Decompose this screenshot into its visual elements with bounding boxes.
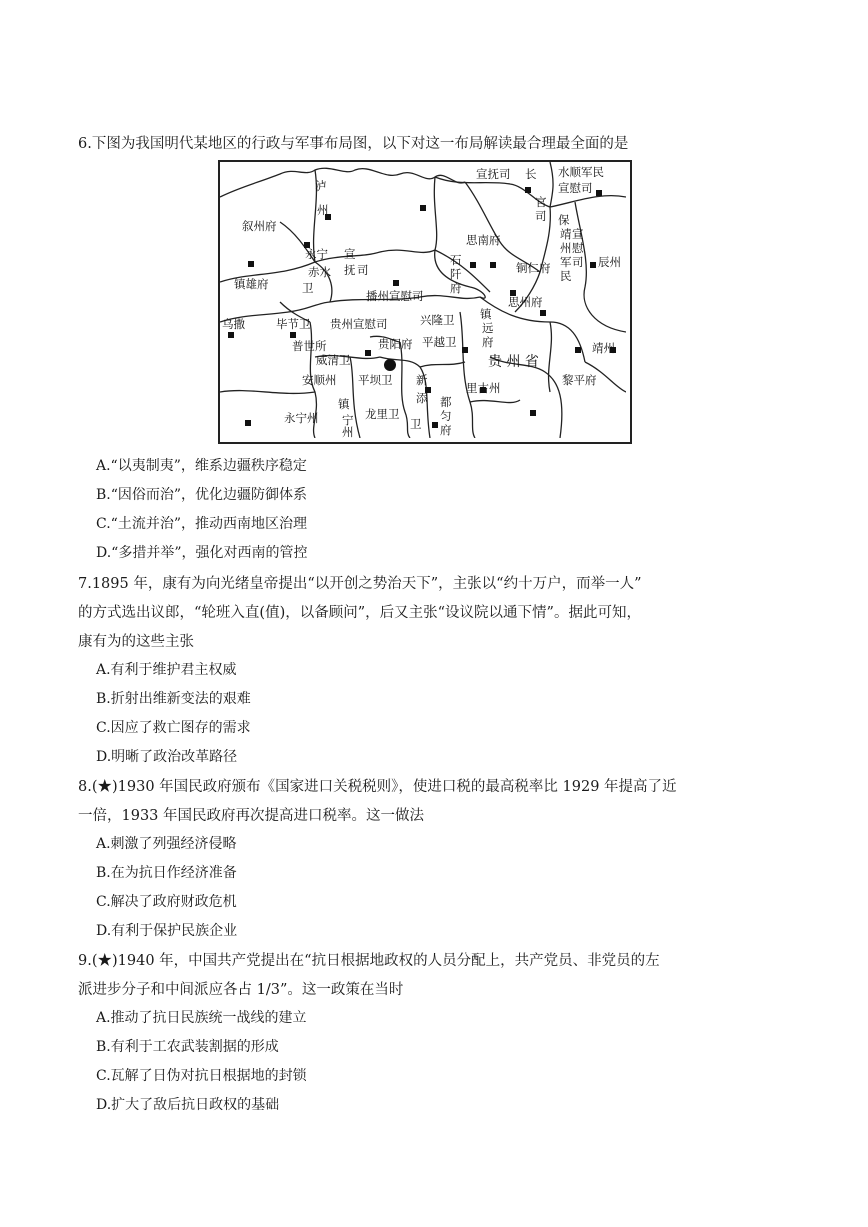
question-8-stem-line-1: 8.(★)1930 年国民政府颁布《国家进口关税税则》，使进口税的最高税率比 1929 年提高了近: [78, 779, 677, 795]
label-duyun-a: 都: [440, 395, 452, 409]
label-xuzhou: 叙州府: [242, 219, 277, 233]
label-guizhou-xw: 贵州宣慰司: [330, 317, 388, 331]
label-sinan: 思南府: [466, 233, 501, 247]
q8-option-c[interactable]: C.解决了政府财政危机: [96, 894, 237, 910]
question-9-stem-line-1: 9.(★)1940 年，中国共产党提出在“抗日根据地政权的人员分配上，共产党员、非党员的左: [78, 953, 660, 969]
label-chishui: 赤水: [308, 265, 331, 279]
label-zhenyuan-a: 镇: [480, 307, 492, 321]
label-shuishun: 水顺军民: [558, 165, 604, 179]
q7-option-c[interactable]: C.因应了救亡图存的需求: [96, 720, 251, 736]
label-baojing-a: 保: [558, 213, 570, 227]
q6-option-b[interactable]: B.“因俗而治”，优化边疆防御体系: [96, 487, 308, 503]
q7-option-d[interactable]: D.明晰了政治改革路径: [96, 749, 238, 765]
label-lu-a: 泸: [315, 179, 327, 193]
label-zhou: 州: [342, 425, 354, 438]
q6-option-c[interactable]: C.“土流并治”，推动西南地区治理: [96, 516, 307, 532]
label-anshun: 安顺州: [302, 373, 337, 387]
label-xuan: 宣: [344, 247, 356, 261]
label-sizhou: 思州府: [508, 295, 543, 309]
label-duyun-c: 府: [440, 423, 452, 437]
question-7-stem-line-2: 的方式选出议郎，“轮班入直(值)，以备顾问”，后又主张“设议院以通下情”。据此可知，: [78, 605, 641, 621]
label-guan: 官: [535, 195, 547, 209]
label-chang: 长: [525, 167, 537, 181]
label-pingba: 平坝卫: [358, 373, 393, 387]
label-bozhou: 播州宣慰司: [366, 289, 424, 303]
label-weiqing: 威清卫: [316, 353, 351, 367]
label-yongning: 永宁: [305, 247, 328, 261]
label-yongning2: 永宁州: [284, 411, 319, 425]
label-xuanfu: 宣抚司: [476, 167, 511, 181]
question-6-stem: 6.下图为我国明代某地区的行政与军事布局图，以下对这一布局解读最合理最全面的是: [78, 136, 629, 152]
label-xintian-a: 新: [416, 373, 428, 387]
label-ning: 宁: [342, 413, 354, 427]
label-guizhousheng: 贵 州 省: [488, 354, 539, 370]
ming-administrative-map: [218, 160, 632, 444]
label-si2: 司: [357, 263, 369, 277]
label-chenzhou: 辰州: [598, 255, 621, 269]
label-si3: 司: [572, 255, 584, 269]
q7-option-b[interactable]: B.折射出维新变法的艰难: [96, 691, 251, 707]
label-si: 司: [535, 209, 547, 223]
question-7-stem-line-3: 康有为的这些主张: [78, 634, 194, 650]
label-guiyang: 贵阳府: [378, 337, 413, 351]
q8-option-a[interactable]: A.刺激了列强经济侵略: [96, 836, 237, 852]
label-pushi: 普世所: [292, 339, 327, 353]
label-zhenyuan-b: 远: [482, 321, 494, 335]
label-lu-b: 州: [317, 203, 329, 217]
q9-option-a[interactable]: A.推动了抗日民族统一战线的建立: [96, 1010, 307, 1026]
q9-option-c[interactable]: C.瓦解了日伪对抗日根据地的封锁: [96, 1068, 307, 1084]
map-drawing: [220, 162, 626, 438]
label-wusa: 乌撒: [222, 317, 245, 331]
label-pingyue: 平越卫: [422, 335, 457, 349]
label-xintian-b: 添: [416, 391, 428, 405]
label-duyun-b: 匀: [440, 409, 452, 423]
label-xinglong: 兴隆卫: [420, 313, 455, 327]
q8-option-d[interactable]: D.有利于保护民族企业: [96, 923, 238, 939]
question-8-stem-line-2: 一倍，1933 年国民政府再次提高进口税率。这一做法: [78, 808, 425, 824]
q6-option-a[interactable]: A.“以夷制夷”，维系边疆秩序稳定: [96, 458, 307, 474]
label-longli: 龙里卫: [365, 407, 400, 421]
label-wei2: 慰: [572, 241, 584, 255]
label-baojing-c: 州: [560, 241, 572, 255]
label-wei: 卫: [302, 281, 314, 295]
label-fu: 抚: [344, 263, 356, 277]
q8-option-b[interactable]: B.在为抗日作经济准备: [96, 865, 237, 881]
label-zhenxiong: 镇雄府: [234, 277, 269, 291]
label-liping: 黎平府: [562, 373, 597, 387]
label-zhen: 镇: [338, 397, 350, 411]
label-baojing-d: 军: [560, 255, 572, 269]
q9-option-d[interactable]: D.扩大了敌后抗日政权的基础: [96, 1097, 280, 1113]
label-tongren: 铜仁府: [516, 261, 551, 275]
q7-option-a[interactable]: A.有利于维护君主权威: [96, 662, 237, 678]
label-lipo: 里古州: [466, 381, 501, 395]
label-bijie: 毕节卫: [276, 317, 311, 331]
label-zhenyuan-c: 府: [482, 335, 494, 349]
question-9-stem-line-2: 派进步分子和中间派应各占 1/3”。这一政策在当时: [78, 982, 404, 998]
label-baojing-b: 靖: [560, 227, 572, 241]
label-wei3: 卫: [410, 417, 422, 431]
label-shiqian-c: 府: [450, 281, 462, 295]
q9-option-b[interactable]: B.有利于工农武装割据的形成: [96, 1039, 279, 1055]
label-shiqian-b: 阡: [450, 267, 462, 281]
q6-option-d[interactable]: D.“多措并举”，强化对西南的管控: [96, 545, 308, 561]
label-baojing-e: 民: [560, 269, 572, 283]
label-shiqian-a: 石: [450, 253, 462, 267]
label-xuanwei2: 宣: [572, 227, 584, 241]
label-xuanwei: 宣慰司: [558, 181, 593, 195]
label-jingzhou: 靖州: [592, 341, 615, 355]
question-7-stem-line-1: 7.1895 年，康有为向光绪皇帝提出“以开创之势治天下”，主张以“约十万户，而举一人”: [78, 576, 642, 592]
